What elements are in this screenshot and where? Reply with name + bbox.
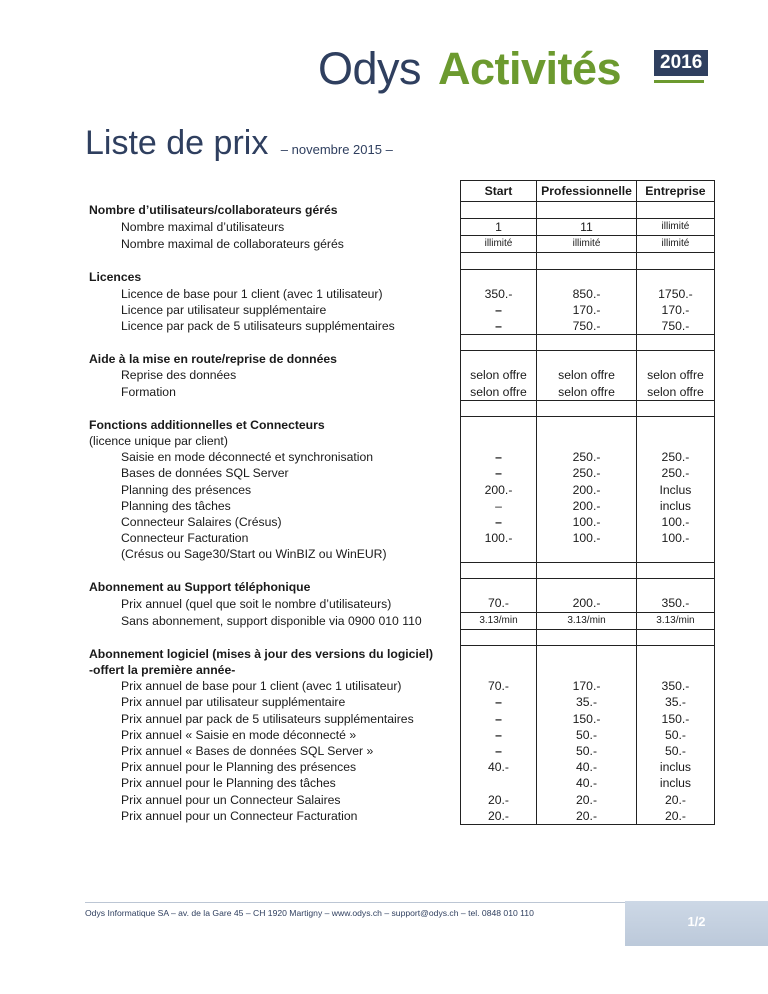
column-header-start: Start — [460, 181, 536, 202]
price-start: 200.- — [460, 482, 536, 498]
price-pro: 200.- — [537, 595, 637, 612]
table-row — [85, 482, 715, 498]
logo-activites-text: Activités — [438, 43, 622, 94]
price-table — [85, 180, 715, 825]
price-start: 100.- — [460, 530, 536, 546]
section-title: Abonnement logiciel (mises à jour des versions du logiciel) — [89, 646, 434, 661]
price-start: – — [460, 302, 536, 318]
price-ent: 250.- — [636, 449, 714, 465]
table-row — [85, 546, 715, 562]
price-start: – — [460, 743, 536, 759]
row-label: Prix annuel pour un Connecteur Facturation — [121, 809, 358, 824]
table-row — [85, 775, 715, 791]
price-pro: 100.- — [537, 530, 637, 546]
table-row — [85, 808, 715, 825]
price-pro: 150.- — [537, 711, 637, 727]
price-start: – — [460, 498, 536, 514]
row-label: Planning des présences — [121, 482, 252, 497]
price-pro: 20.- — [537, 792, 637, 808]
price-ent: 350.- — [636, 678, 714, 694]
price-ent: 35.- — [636, 694, 714, 710]
price-ent: 3.13/min — [636, 612, 714, 629]
price-ent: 50.- — [636, 727, 714, 743]
page-title-main: Liste de prix — [85, 124, 269, 162]
row-label: Nombre maximal de collaborateurs gérés — [121, 237, 344, 252]
row-label: Prix annuel « Bases de données SQL Server » — [121, 743, 374, 758]
table-row — [85, 694, 715, 710]
table-row — [85, 318, 715, 335]
price-pro — [537, 546, 637, 562]
price-pro: 200.- — [537, 482, 637, 498]
row-label: Licence de base pour 1 client (avec 1 utilisateur) — [121, 286, 383, 301]
price-start: – — [460, 711, 536, 727]
price-pro: 250.- — [537, 449, 637, 465]
row-label: Connecteur Facturation — [121, 531, 249, 546]
price-start: 1 — [460, 219, 536, 236]
table-row — [85, 219, 715, 236]
row-label: Connecteur Salaires (Crésus) — [121, 515, 282, 530]
row-label: Prix annuel par utilisateur supplémentaire — [121, 695, 346, 710]
table-row — [85, 595, 715, 612]
table-row — [85, 727, 715, 743]
price-ent: selon offre — [636, 384, 714, 401]
price-ent: 150.- — [636, 711, 714, 727]
table-row — [85, 678, 715, 694]
price-ent: illimité — [636, 236, 714, 253]
logo-year-badge: 2016 — [654, 50, 708, 76]
section-header-row — [85, 202, 715, 219]
page-title-date: – novembre 2015 – — [280, 142, 393, 157]
price-start — [460, 546, 536, 562]
section-subtitle-row — [85, 662, 715, 678]
section-title: Aide à la mise en route/reprise de données — [89, 352, 337, 367]
row-label: Prix annuel « Saisie en mode déconnecté » — [121, 727, 357, 742]
table-header-row — [85, 181, 715, 202]
section-header-row — [85, 269, 715, 286]
table-row — [85, 612, 715, 629]
table-row — [85, 711, 715, 727]
price-ent: 750.- — [636, 318, 714, 335]
price-pro: 11 — [537, 219, 637, 236]
price-start: 20.- — [460, 808, 536, 825]
row-label: Sans abonnement, support disponible via 0900 010 110 — [121, 613, 422, 628]
table-row — [85, 286, 715, 302]
table-row — [85, 302, 715, 318]
row-label: Prix annuel pour le Planning des présences — [121, 760, 357, 775]
price-start: – — [460, 694, 536, 710]
price-ent: 50.- — [636, 743, 714, 759]
logo-underline — [654, 80, 704, 83]
price-start — [460, 775, 536, 791]
price-pro: 40.- — [537, 759, 637, 775]
price-ent: 170.- — [636, 302, 714, 318]
price-pro: 750.- — [537, 318, 637, 335]
row-label: Prix annuel pour le Planning des tâches — [121, 776, 336, 791]
price-pro: 20.- — [537, 808, 637, 825]
section-title: Fonctions additionnelles et Connecteurs — [89, 417, 325, 432]
price-ent: 100.- — [636, 514, 714, 530]
row-label: Prix annuel (quel que soit le nombre d’utilisateurs) — [121, 596, 392, 611]
row-label: Nombre maximal d’utilisateurs — [121, 220, 285, 234]
price-ent: inclus — [636, 775, 714, 791]
price-pro: 170.- — [537, 302, 637, 318]
price-pro: 100.- — [537, 514, 637, 530]
row-label: Prix annuel par pack de 5 utilisateurs supplémentaires — [121, 711, 414, 726]
row-label: Prix annuel pour un Connecteur Salaires — [121, 792, 341, 807]
row-label: Licence par pack de 5 utilisateurs supplémentaires — [121, 319, 395, 334]
price-start: illimité — [460, 236, 536, 253]
table-row — [85, 530, 715, 546]
price-start: – — [460, 318, 536, 335]
price-ent: 350.- — [636, 595, 714, 612]
row-label: Bases de données SQL Server — [121, 466, 289, 481]
row-label: Reprise des données — [121, 368, 237, 383]
price-start: 70.- — [460, 595, 536, 612]
row-label: (Crésus ou Sage30/Start ou WinBIZ ou WinEUR) — [121, 547, 387, 562]
price-ent: 1750.- — [636, 286, 714, 302]
section-title: Licences — [89, 270, 142, 285]
price-ent: illimité — [636, 219, 714, 236]
price-ent: 250.- — [636, 465, 714, 481]
row-label: Licence par utilisateur supplémentaire — [121, 302, 327, 317]
price-pro: selon offre — [537, 384, 637, 401]
table-row — [85, 384, 715, 401]
table-row — [85, 367, 715, 383]
row-label: Saisie en mode déconnecté et synchronisation — [121, 450, 374, 465]
page-title — [85, 124, 393, 163]
section-title: Nombre d’utilisateurs/collaborateurs gérés — [89, 202, 338, 217]
footer-divider — [85, 902, 625, 903]
logo-odys-text: Odys — [318, 43, 422, 94]
price-pro: 40.- — [537, 775, 637, 791]
price-ent: selon offre — [636, 367, 714, 383]
price-start: selon offre — [460, 384, 536, 401]
section-header-row — [85, 417, 715, 434]
price-pro: 850.- — [537, 286, 637, 302]
section-subtitle: -offert la première année- — [89, 662, 236, 677]
column-header-professionnelle: Professionnelle — [537, 181, 637, 202]
table-row — [85, 236, 715, 253]
section-header-row — [85, 579, 715, 596]
section-header-row — [85, 351, 715, 368]
table-row — [85, 498, 715, 514]
section-title: Abonnement au Support téléphonique — [89, 580, 311, 594]
price-pro: 200.- — [537, 498, 637, 514]
page-number-box — [625, 901, 768, 946]
price-pro: 35.- — [537, 694, 637, 710]
row-label: Prix annuel de base pour 1 client (avec 1 utilisateur) — [121, 679, 402, 694]
table-row — [85, 743, 715, 759]
price-ent: Inclus — [636, 482, 714, 498]
price-start: – — [460, 465, 536, 481]
price-start: 20.- — [460, 792, 536, 808]
price-ent — [636, 546, 714, 562]
table-row — [85, 465, 715, 481]
price-start: 40.- — [460, 759, 536, 775]
price-ent: 20.- — [636, 808, 714, 825]
price-ent: 100.- — [636, 530, 714, 546]
table-row — [85, 792, 715, 808]
price-pro: illimité — [537, 236, 637, 253]
price-pro: 3.13/min — [537, 612, 637, 629]
price-start: – — [460, 727, 536, 743]
price-ent: inclus — [636, 759, 714, 775]
price-pro: 250.- — [537, 465, 637, 481]
price-start: – — [460, 514, 536, 530]
price-start: – — [460, 449, 536, 465]
price-start: 350.- — [460, 286, 536, 302]
section-subtitle: (licence unique par client) — [89, 434, 228, 449]
section-subtitle-row — [85, 433, 715, 449]
price-start: 3.13/min — [460, 612, 536, 629]
table-row — [85, 514, 715, 530]
price-ent: 20.- — [636, 792, 714, 808]
footer-contact: Odys Informatique SA – av. de la Gare 45 – CH 1920 Martigny – www.odys.ch – support@odys.ch – tel. 0848 010 110 — [85, 908, 534, 918]
price-pro: 50.- — [537, 743, 637, 759]
table-row — [85, 759, 715, 775]
section-header-row — [85, 645, 715, 662]
row-label: Planning des tâches — [121, 498, 231, 513]
row-label: Formation — [121, 384, 176, 399]
column-header-entreprise: Entreprise — [636, 181, 714, 202]
price-pro: 50.- — [537, 727, 637, 743]
price-start: 70.- — [460, 678, 536, 694]
price-start: selon offre — [460, 367, 536, 383]
page-number: 1/2 — [687, 914, 706, 929]
price-ent: inclus — [636, 498, 714, 514]
table-row — [85, 449, 715, 465]
price-pro: 170.- — [537, 678, 637, 694]
price-pro: selon offre — [537, 367, 637, 383]
